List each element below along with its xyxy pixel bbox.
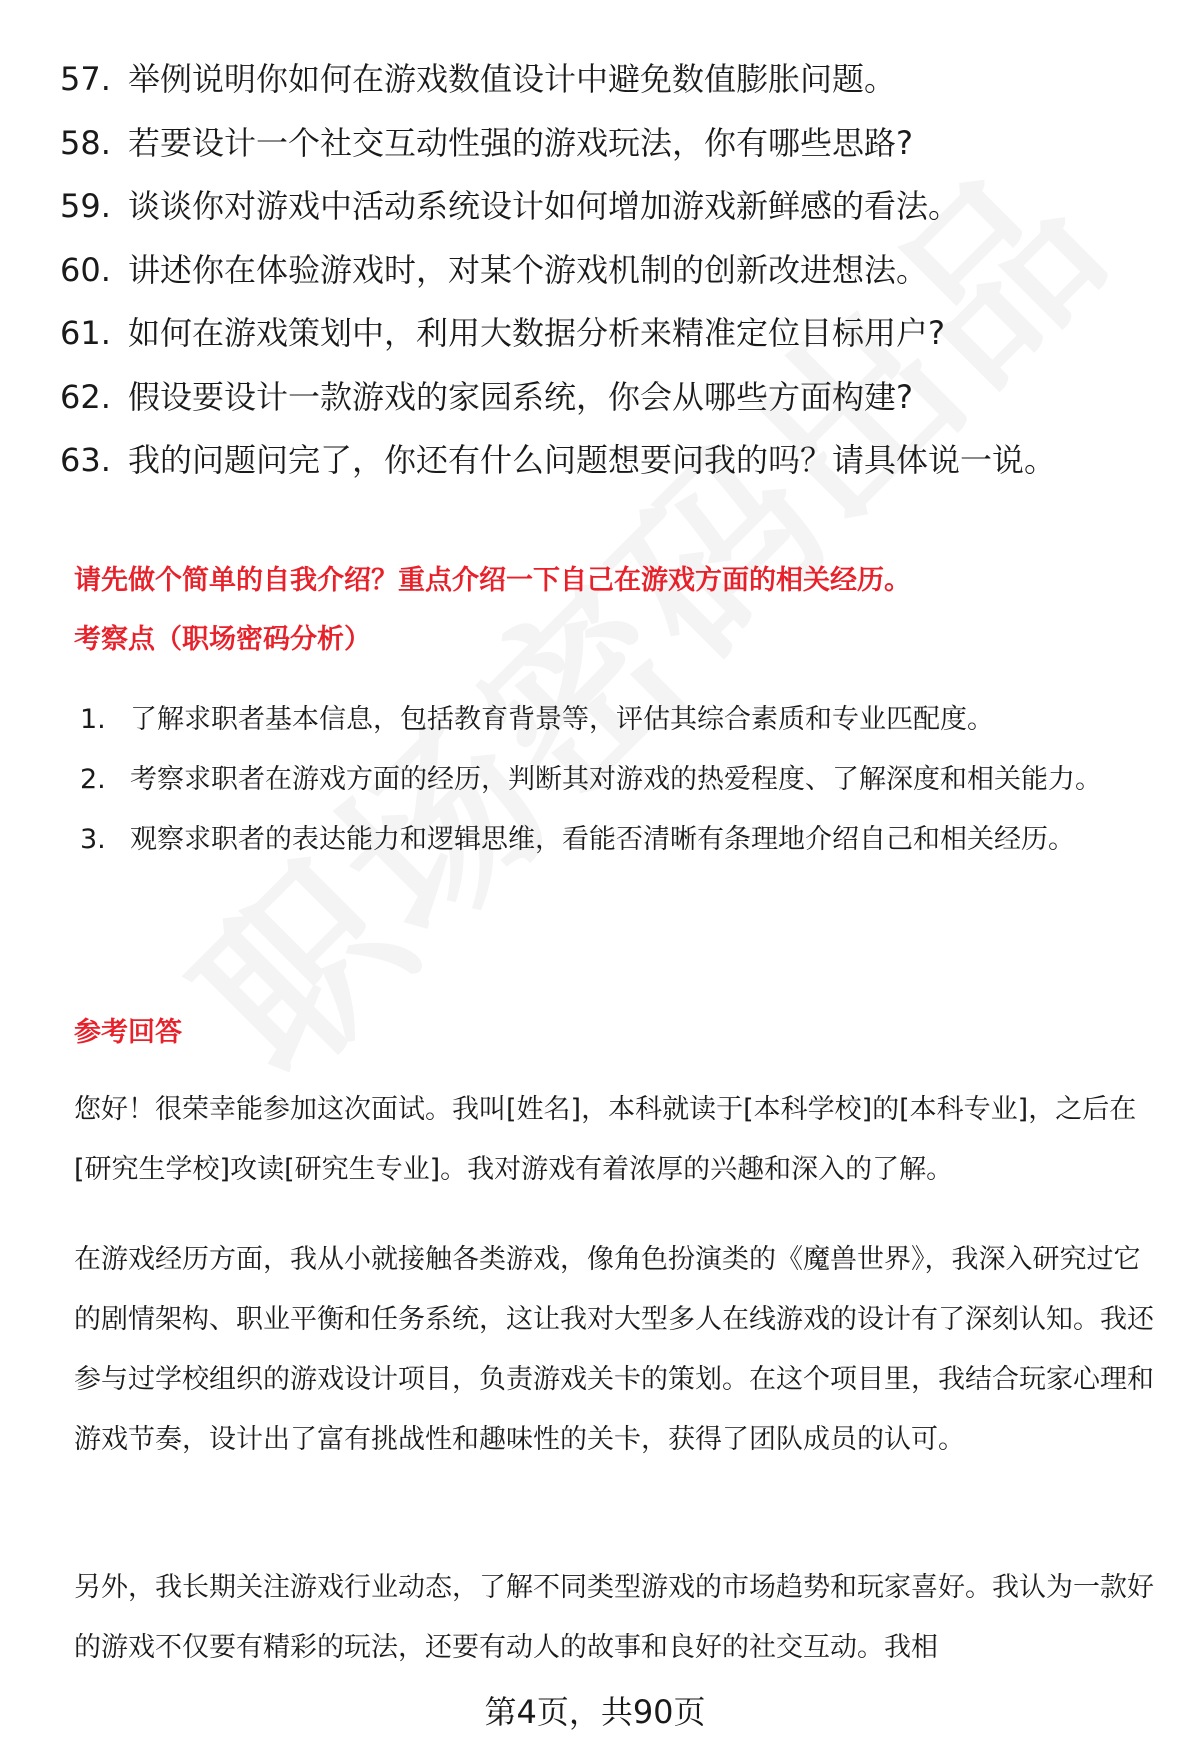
- question-item: [60, 48, 1150, 112]
- question-number: 60.: [60, 250, 111, 289]
- question-text: 如何在游戏策划中，利用大数据分析来精准定位目标用户?: [128, 314, 945, 352]
- section-question: 请先做个简单的自我介绍？重点介绍一下自己在游戏方面的相关经历。: [74, 565, 911, 596]
- question-text: 讲述你在体验游戏时，对某个游戏机制的创新改进想法。: [128, 250, 929, 289]
- point-text: 了解求职者基本信息，包括教育背景等，评估其综合素质和专业匹配度。: [130, 704, 994, 735]
- point-text: 观察求职者的表达能力和逻辑思维，看能否清晰有条理地介绍自己和相关经历。: [130, 824, 1075, 855]
- question-number: 59.: [60, 187, 111, 225]
- answer-paragraph: 您好！很荣幸能参加这次面试。我叫[姓名]，本科就读于[本科学校]的[本科专业]，之后在[研究生学校]攻读[研究生专业]。我对游戏有着浓厚的兴趣和深入的了解。: [74, 1094, 1137, 1185]
- question-item: [60, 239, 1150, 303]
- question-number: 57.: [60, 60, 111, 98]
- point-item: [80, 810, 1160, 870]
- answer-paragraph: 在游戏经历方面，我从小就接触各类游戏，像角色扮演类的《魔兽世界》，我深入研究过它的剧情架构、职业平衡和任务系统，这让我对大型多人在线游戏的设计有了深刻认知。我还参与过学校组织的游戏设计项目，负责游戏关卡的策划。在这个项目里，我结合玩家心理和游戏节奏，设计出了富有挑战性和趣味性的关卡，获得了团队成员的认可。: [74, 1244, 1154, 1455]
- answer-heading: 参考回答: [74, 1017, 182, 1048]
- question-text: 我的问题问完了，你还有什么问题想要问我的吗？请具体说一说。: [128, 441, 1057, 479]
- point-number: 3.: [80, 824, 106, 855]
- question-number: 63.: [60, 441, 111, 479]
- question-number: 62.: [60, 377, 111, 416]
- question-number: 61.: [60, 314, 111, 352]
- question-text: 谈谈你对游戏中活动系统设计如何增加游戏新鲜感的看法。: [128, 187, 961, 225]
- question-text: 举例说明你如何在游戏数值设计中避免数值膨胀问题。: [128, 60, 897, 98]
- point-text: 考察求职者在游戏方面的经历，判断其对游戏的热爱程度、了解深度和相关能力。: [130, 764, 1102, 795]
- question-item: [60, 302, 1150, 366]
- page-footer: 第4页，共90页: [484, 1693, 706, 1731]
- question-item: [60, 112, 1150, 176]
- question-item: [60, 429, 1150, 493]
- point-number: 1.: [80, 704, 106, 735]
- point-number: 2.: [80, 764, 106, 795]
- question-text: 若要设计一个社交互动性强的游戏玩法，你有哪些思路?: [128, 123, 913, 162]
- answer-paragraph: 另外，我长期关注游戏行业动态，了解不同类型游戏的市场趋势和玩家喜好。我认为一款好的游戏不仅要有精彩的玩法，还要有动人的故事和良好的社交互动。我相: [74, 1572, 1154, 1663]
- points-list: [80, 690, 1160, 870]
- question-list: [60, 48, 1150, 493]
- question-number: 58.: [60, 123, 111, 162]
- question-item: [60, 175, 1150, 239]
- points-heading: 考察点（职场密码分析）: [74, 624, 371, 655]
- point-item: [80, 750, 1160, 810]
- point-item: [80, 690, 1160, 750]
- question-item: [60, 366, 1150, 430]
- question-text: 假设要设计一款游戏的家园系统，你会从哪些方面构建?: [128, 377, 913, 416]
